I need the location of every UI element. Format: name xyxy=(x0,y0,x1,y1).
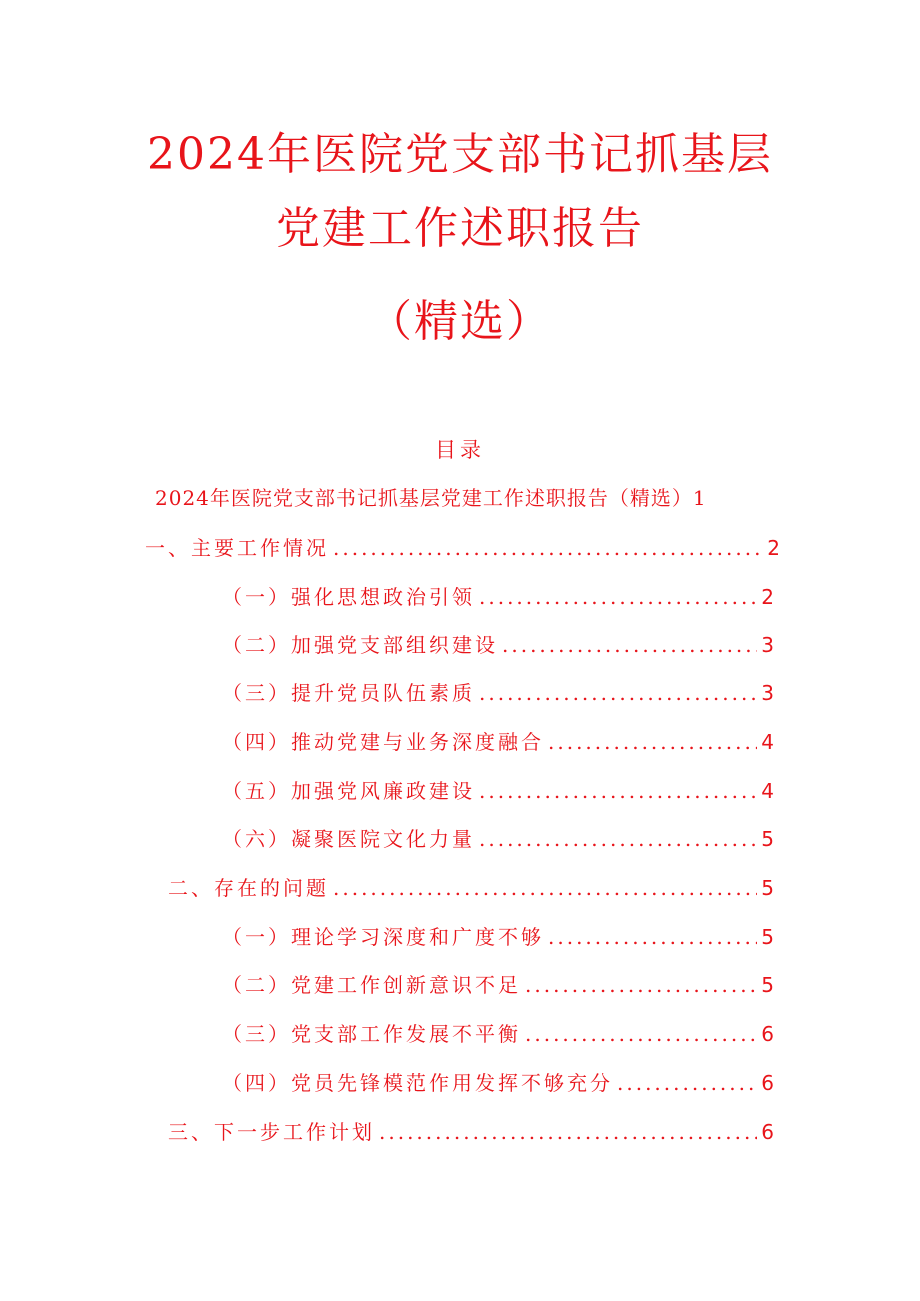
toc-entry-label: （五）加强党风廉政建设 xyxy=(222,779,475,803)
toc-entry-page: 2 xyxy=(767,536,780,560)
toc-leader xyxy=(479,582,757,612)
toc-entry-label: 二、存在的问题 xyxy=(168,876,329,900)
toc-entry-document[interactable] xyxy=(155,482,775,514)
toc-entry-label: （四）党员先锋模范作用发挥不够充分 xyxy=(222,1071,613,1095)
toc-entry-label: 一、主要工作情况 xyxy=(145,536,329,560)
toc-entry-label: （一）理论学习深度和广度不够 xyxy=(222,925,544,949)
toc-entry-label: （三）党支部工作发展不平衡 xyxy=(222,1022,521,1046)
toc-entry-page: 6 xyxy=(761,1071,774,1095)
toc-leader xyxy=(479,776,757,806)
toc-entry-label: （三）提升党员队伍素质 xyxy=(222,681,475,705)
toc-entry-label: （一）强化思想政治引领 xyxy=(222,585,475,609)
toc-entry-page: 5 xyxy=(761,876,774,900)
toc-leader xyxy=(548,727,757,757)
toc-leader xyxy=(479,678,757,708)
toc-entry-page: 3 xyxy=(761,633,774,657)
toc-entry[interactable] xyxy=(222,630,774,660)
toc-entry[interactable] xyxy=(222,970,774,1000)
toc-leader xyxy=(333,533,763,563)
toc-leader xyxy=(548,922,757,952)
toc-entry-label: 三、下一步工作计划 xyxy=(168,1120,375,1144)
toc-entry-page: 6 xyxy=(761,1120,774,1144)
toc-entry[interactable] xyxy=(222,776,774,806)
toc-entry[interactable] xyxy=(222,1019,774,1049)
toc-leader xyxy=(525,1019,757,1049)
toc-entry[interactable] xyxy=(222,922,774,952)
toc-leader xyxy=(617,1068,757,1098)
toc-entry[interactable] xyxy=(222,582,774,612)
toc-entry-page: 4 xyxy=(761,730,774,754)
toc-entry[interactable] xyxy=(222,727,774,757)
document-title-line-2: 党建工作述职报告 xyxy=(276,203,644,254)
toc-entry[interactable] xyxy=(222,678,774,708)
toc-heading: 目录 xyxy=(435,438,485,462)
toc-entry-page: 5 xyxy=(761,925,774,949)
toc-entry-label: （四）推动党建与业务深度融合 xyxy=(222,730,544,754)
toc-entry-label: （二）加强党支部组织建设 xyxy=(222,633,498,657)
toc-entry[interactable] xyxy=(168,1117,774,1147)
toc-entry[interactable] xyxy=(222,824,774,854)
toc-entry-page: 1 xyxy=(692,486,707,510)
toc-entry[interactable] xyxy=(168,873,774,903)
toc-entry-page: 5 xyxy=(761,827,774,851)
toc-leader xyxy=(502,630,757,660)
document-subtitle: （精选） xyxy=(368,296,552,347)
toc-entry-page: 4 xyxy=(761,779,774,803)
toc-entry-page: 6 xyxy=(761,1022,774,1046)
toc-leader xyxy=(479,824,757,854)
toc-entry-page: 2 xyxy=(761,585,774,609)
toc-entry-label: （二）党建工作创新意识不足 xyxy=(222,973,521,997)
toc-entry-label: 2024年医院党支部书记抓基层党建工作述职报告（精选） xyxy=(155,486,693,510)
document-title-line-1: 2024年医院党支部书记抓基层 xyxy=(147,129,773,180)
toc-leader xyxy=(525,970,757,1000)
toc-entry[interactable] xyxy=(222,1068,774,1098)
toc-entry-page: 3 xyxy=(761,681,774,705)
toc-entry[interactable] xyxy=(145,533,780,563)
toc-entry-page: 5 xyxy=(761,973,774,997)
toc-leader xyxy=(379,1117,757,1147)
toc-entry-label: （六）凝聚医院文化力量 xyxy=(222,827,475,851)
toc-leader xyxy=(333,873,757,903)
